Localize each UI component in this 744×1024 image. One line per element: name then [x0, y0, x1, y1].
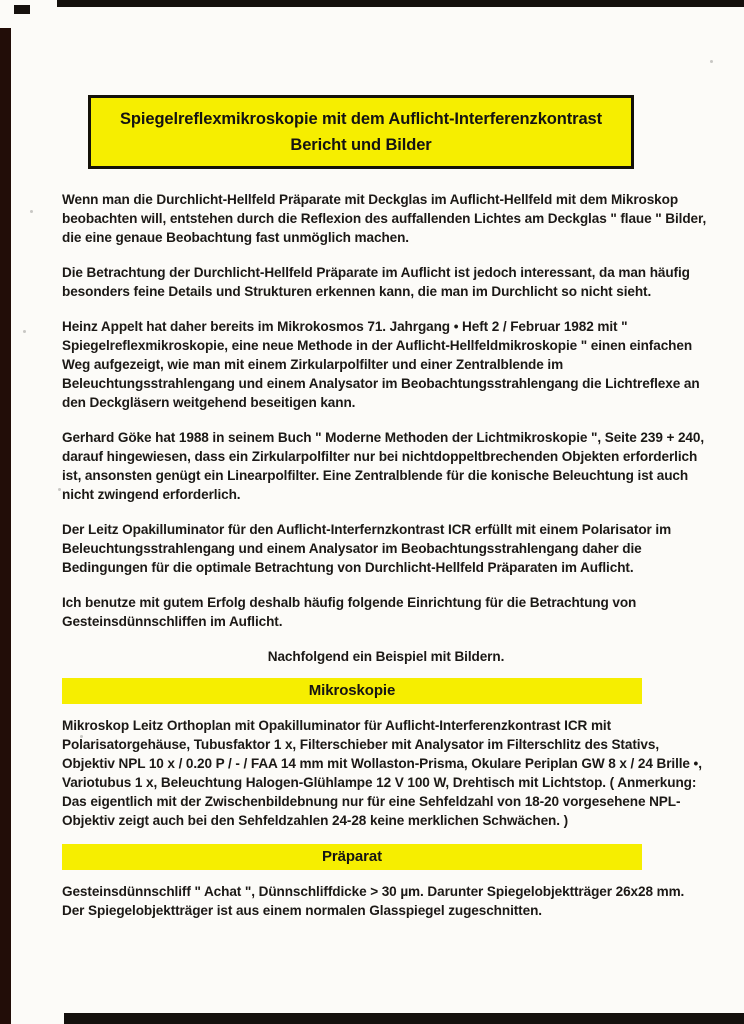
paragraph-intro-deckglas: Wenn man die Durchlicht-Hellfeld Präparate mit Deckglas im Auflicht-Hellfeld mit dem Mikroskop beobachten will, entstehen durch die Reflexion des auffallenden Lichtes am Deckglas " flaue " Bilder, die eine genaue Beobachtung fast unmöglich machen. [62, 192, 707, 245]
paragraph-gerhard-goeke: Gerhard Göke hat 1988 in seinem Buch " Moderne Methoden der Lichtmikroskopie ", Seite 239 + 240, darauf hingewiesen, dass ein Zirkularpolfilter nur bei nichtdoppeltbrechenden Objekten erforderlich ist, ansonsten genügt ein Linearpolfilter. Eine Zentralblende für die konische Beleuchtung ist auch nicht zwingend erforderlich. [62, 430, 705, 502]
scan-speck [23, 330, 26, 333]
section-heading-praeparat: Präparat [62, 844, 642, 870]
paragraph-heinz-appelt: Heinz Appelt hat daher bereits im Mikrokosmos 71. Jahrgang • Heft 2 / Februar 1982 mit " Spiegelreflexmikroskopie, eine neue Methode in der Auflicht-Hellfeldmikroskopie " einen einfachen Weg aufgezeigt, wie man mit einem Zirkularpolfilter und einer Zentralblende im Beleuchtungsstrahlengang und einem Analysator im Beobachtungsstrahlengang die Lichtreflexe an den Deckgläsern weitgehend beseitigen kann. [62, 319, 700, 410]
paragraph-ich-benutze: Ich benutze mit gutem Erfolg deshalb häufig folgende Einrichtung für die Betrachtung von Gesteinsdünnschliffen im Auflicht. [62, 595, 637, 629]
section-body-praeparat: Gesteinsdünnschliff " Achat ", Dünnschliffdicke > 30 µm. Darunter Spiegelobjektträger 26x28 mm. Der Spiegelobjektträger ist aus einem normalen Glasspiegel zugeschnitten. [62, 884, 685, 918]
scan-edge-left [0, 28, 11, 1024]
scan-speck [58, 488, 61, 491]
note-beispiel: Nachfolgend ein Beispiel mit Bildern. [267, 649, 505, 664]
document-content [62, 0, 710, 934]
title-line-1: Spiegelreflexmikroskopie mit dem Auflicht-Interferenzkontrast [120, 110, 602, 128]
document-title-box [88, 95, 634, 169]
section-body-mikroskopie: Mikroskop Leitz Orthoplan mit Opakilluminator für Auflicht-Interferenzkontrast ICR mit Polarisatorgehäuse, Tubusfaktor 1 x, Filterschieber mit Analysator im Filterschlitz des Stativs, Objektiv NPL 10 x / 0.20 P / - / FAA 14 mm mit Wollaston-Prisma, Okulare Periplan GW 8 x / 24 Brille •, Variotubus 1 x, Beleuchtung Halogen-Glühlampe 12 V 100 W, Drehtisch mit Lichtstop. ( Anmerkung: Das eigentlich mit der Zwischenbildebnung nur für eine Sehfeldzahl von 18-20 vorgesehene NPL-Objektiv zeigt auch bei den Sehfeldzahlen 24-28 keine merklichen Schwächen. ) [62, 718, 702, 828]
scan-edge-bottom [64, 1013, 744, 1024]
scan-speck [710, 60, 713, 63]
section-heading-mikroskopie: Mikroskopie [62, 678, 642, 704]
scan-speck [30, 210, 33, 213]
paragraph-leitz-opakilluminator: Der Leitz Opakilluminator für den Auflicht-Interfernzkontrast ICR erfüllt mit einem Polarisator im Beleuchtungsstrahlengang und einem Analysator im Beobachtungsstrahlengang daher die Bedingungen für die optimale Betrachtung von Durchlicht-Hellfeld Präparaten im Auflicht. [62, 522, 672, 575]
paragraph-betrachtung-auflicht: Die Betrachtung der Durchlicht-Hellfeld Präparate im Auflicht ist jedoch interessant, da man häufig besonders feine Details und Strukturen erkennen kann, die man im Durchlicht so nicht sieht. [62, 265, 690, 299]
scan-corner-mark [14, 5, 30, 14]
title-line-2: Bericht und Bilder [290, 136, 432, 154]
